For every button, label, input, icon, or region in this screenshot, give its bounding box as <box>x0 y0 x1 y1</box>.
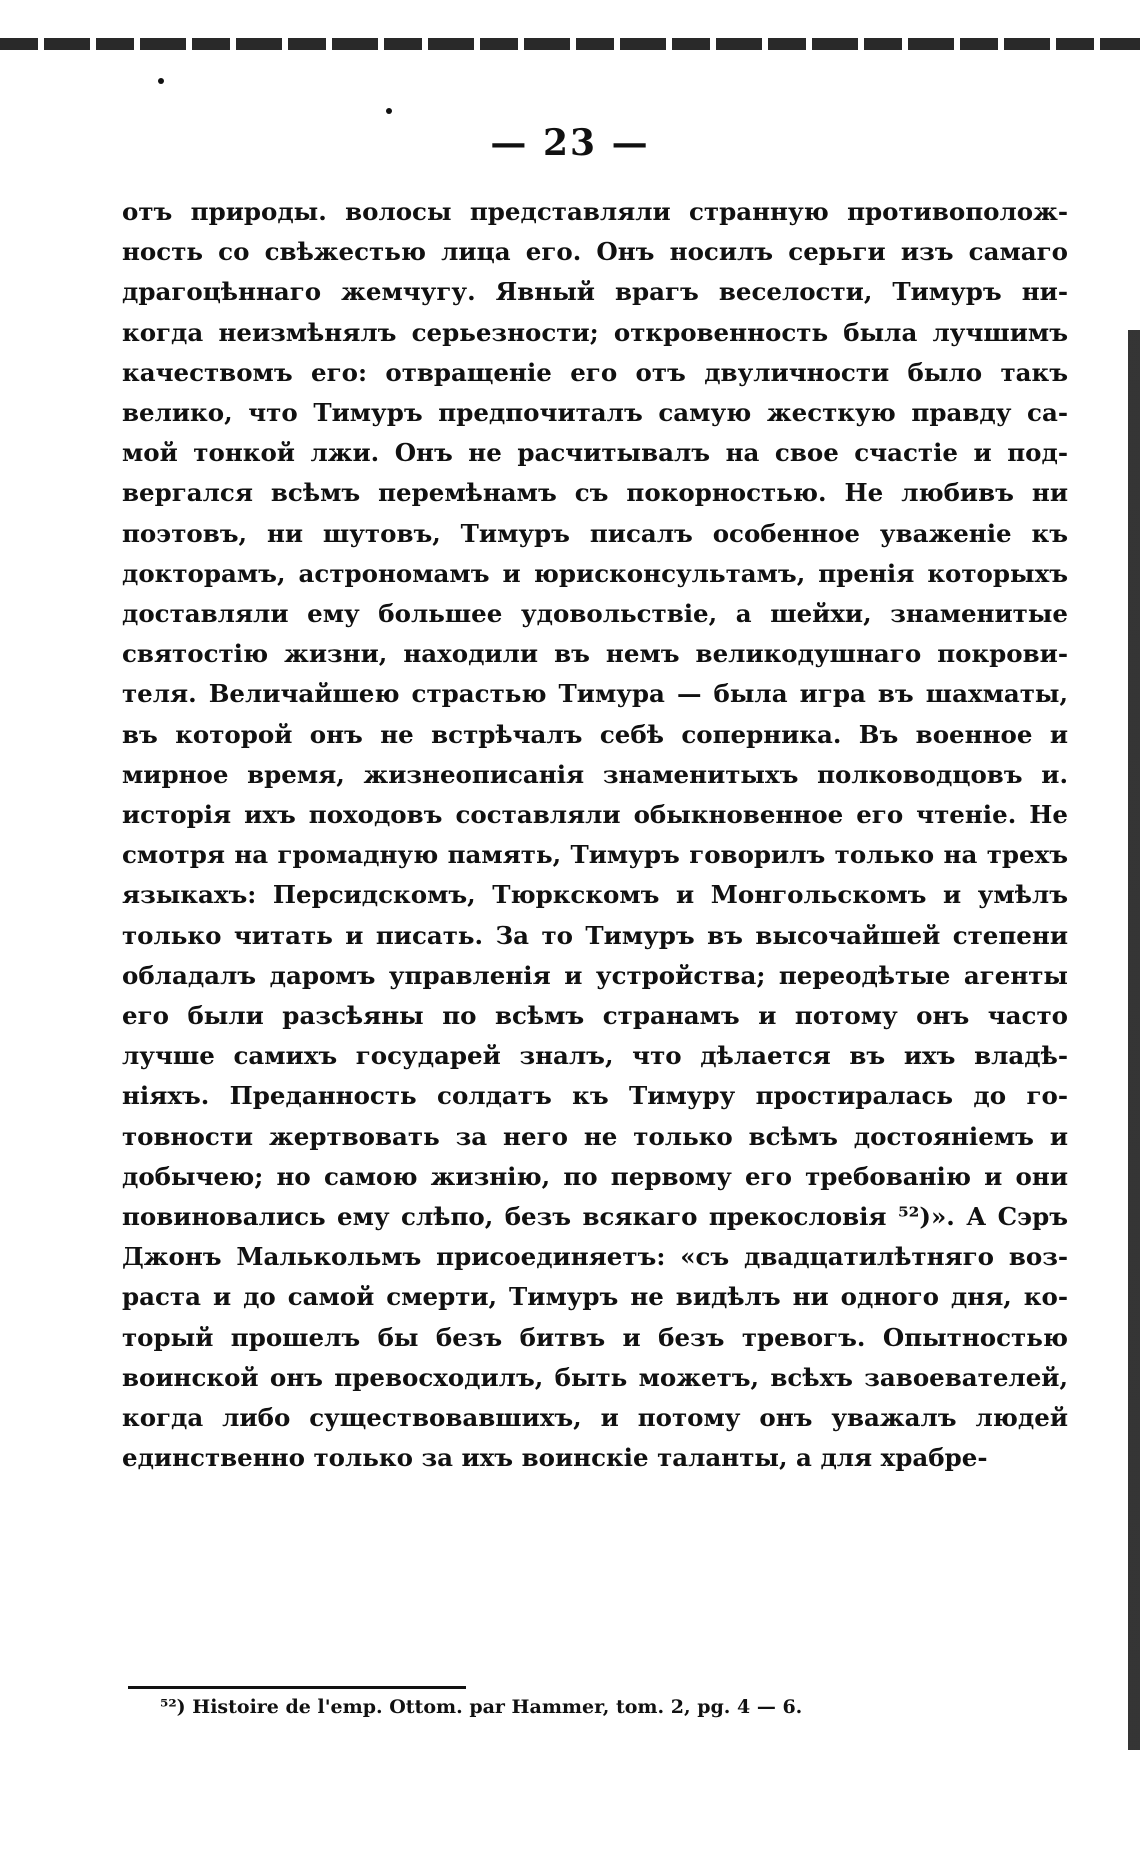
text-line: Джонъ Малькольмъ присоединяетъ: «съ двадцатилѣтняго воз- <box>122 1242 1068 1272</box>
scan-border-top <box>0 38 1140 50</box>
text-line: ніяхъ. Преданность солдатъ къ Тимуру простиралась до го- <box>122 1081 1068 1111</box>
text-line: товности жертвовать за него не только всѣмъ достояніемъ и <box>122 1121 1068 1151</box>
ink-speck <box>158 78 164 84</box>
text-line: ность со свѣжестью лица его. Онъ носилъ серьги изъ самаго <box>122 237 1068 267</box>
text-line: святостію жизни, находили въ немъ великодушнаго покрови- <box>122 639 1068 669</box>
text-line: добычею; но самою жизнію, по первому его требованію и они <box>122 1161 1068 1191</box>
text-line: только читать и писать. За то Тимуръ въ высочайшей степени <box>122 920 1068 950</box>
text-line: драгоцѣннаго жемчугу. Явный врагъ веселости, Тимуръ ни- <box>122 277 1068 307</box>
text-line: повиновались ему слѣпо, безъ всякаго прекословія ⁵²)». А Сэръ <box>122 1202 1068 1232</box>
text-line: смотря на громадную память, Тимуръ говорилъ только на трехъ <box>122 840 1068 870</box>
text-line: поэтовъ, ни шутовъ, Тимуръ писалъ особенное уваженіе къ <box>122 518 1068 548</box>
text-line: обладалъ даромъ управленія и устройства; переодѣтые агенты <box>122 960 1068 990</box>
page-number: — 23 — <box>490 122 650 164</box>
text-line: качествомъ его: отвращеніе его отъ двуличности было такъ <box>122 357 1068 387</box>
text-line: раста и до самой смерти, Тимуръ не видѣлъ ни одного дня, ко- <box>122 1282 1068 1312</box>
text-line: въ которой онъ не встрѣчалъ себѣ соперника. Въ военное и <box>122 719 1068 749</box>
text-line: исторія ихъ походовъ составляли обыкновенное его чтеніе. Не <box>122 800 1068 830</box>
text-line: мой тонкой лжи. Онъ не расчитывалъ на свое счастіе и под- <box>122 438 1068 468</box>
text-line: отъ природы. волосы представляли странную противополож- <box>122 197 1068 226</box>
text-line: мирное время, жизнеописанія знаменитыхъ полководцовъ и. <box>122 759 1068 789</box>
footnote: ⁵²) Histoire de l'emp. Ottom. par Hammer, tom. 2, pg. 4 — 6. <box>160 1696 803 1718</box>
text-line: воинской онъ превосходилъ, быть можетъ, всѣхъ завоевателей, <box>122 1362 1068 1392</box>
text-line: лучше самихъ государей зналъ, что дѣлается въ ихъ владѣ- <box>122 1041 1068 1071</box>
text-line: единственно только за ихъ воинскіе таланты, а для храбре- <box>122 1443 988 1473</box>
scan-border-right <box>1124 330 1140 1750</box>
text-line: теля. Величайшею страстью Тимура — была игра въ шахматы, <box>122 679 1068 709</box>
ink-speck <box>386 108 392 114</box>
text-line: докторамъ, астрономамъ и юрисконсультамъ, пренія которыхъ <box>122 558 1068 588</box>
text-line: когда неизмѣнялъ серьезности; откровенность была лучшимъ <box>122 317 1068 347</box>
text-line: когда либо существовавшихъ, и потому онъ уважалъ людей <box>122 1403 1068 1433</box>
text-line: торый прошелъ бы безъ битвъ и безъ тревогъ. Опытностью <box>122 1322 1068 1352</box>
body-text <box>122 192 1068 1479</box>
footnote-rule <box>128 1686 466 1689</box>
text-line: его были разсѣяны по всѣмъ странамъ и потому онъ часто <box>122 1001 1068 1031</box>
text-line: доставляли ему большее удовольствіе, а шейхи, знаменитые <box>122 599 1068 629</box>
text-line: вергался всѣмъ перемѣнамъ съ покорностью. Не любивъ ни <box>122 478 1068 508</box>
text-line: языкахъ: Персидскомъ, Тюркскомъ и Монгольскомъ и умѣлъ <box>122 880 1068 910</box>
text-line: велико, что Тимуръ предпочиталъ самую жесткую правду са- <box>122 398 1068 428</box>
